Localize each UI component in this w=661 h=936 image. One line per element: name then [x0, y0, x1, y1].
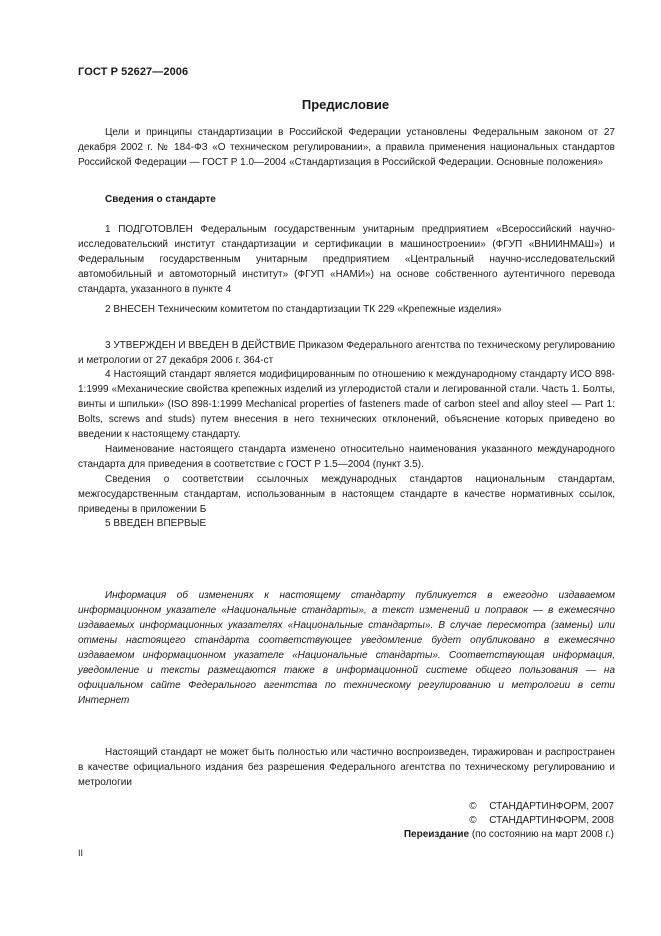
item-5: [78, 516, 615, 531]
reissue-note: (по состоянию на март 2008 г.): [471, 829, 614, 840]
item-3: [78, 338, 615, 368]
copyright-block: [404, 800, 614, 842]
notice-block: [78, 588, 615, 708]
item-3-text: 3 УТВЕРЖДЕН И ВВЕДЕН В ДЕЙСТВИЕ Приказом Федерального агентства по техническому регулированию и метрологии от 27 декабря 2006 г. 364-ст: [78, 340, 615, 366]
reissue-label: Переиздание: [403, 829, 470, 840]
item-2-text: 2 ВНЕСЕН Техническим комитетом по стандартизации ТК 229 «Крепежные изделия»: [105, 304, 502, 315]
item-4: [78, 367, 615, 517]
item-4-name-change: Наименование настоящего стандарта изменено относительно наименования указанного международного стандарта для приведения в соответствие с ГОСТ Р 1.5—2004 (пункт 3.5).: [78, 444, 615, 470]
item-1-text: 1 ПОДГОТОВЛЕН Федеральным государственным унитарным предприятием «Всероссийский научно-исследовательский институт стандартизации и сертификации в машиностроении» (ФГУП «ВНИИНМАШ») и Федеральным государственным унитарным предприятием «Центральный научно-исследовательский автомобильный и автомоторный институт» (ФГУП «НАМИ») на основе собственного аутентичного перевода стандарта, указанного в пункте 4: [78, 224, 615, 295]
copyright-line-2: [404, 814, 614, 828]
reissue-line: [404, 828, 614, 842]
item-4-text: 4 Настоящий стандарт является модифицированным по отношению к международному стандарту ИСО 898-1:1999 «Механические свойства крепежных изделий из углеродистой стали и легированной стали. Часть 1. Болты, винты и шпильки» (ISO 898-1:1999 Mechanical properties of fasteners made of carbon steel and alloy steel — Part 1: Bolts, screws and studs) путем внесения в него технических отклонений, объяснение которых приведено во введении к настоящему стандарту.: [78, 369, 615, 440]
item-1: [78, 222, 615, 297]
page-title: Предисловие: [301, 97, 390, 112]
standard-code-header: ГОСТ Р 52627—2006: [78, 66, 189, 78]
intro-text: Цели и принципы стандартизации в Российской Федерации установлены Федеральным законом от 27 декабря 2002 г. № 184-ФЗ «О техническом регулировании», а правила применения национальных стандартов Российской Федерации — ГОСТ Р 1.0—2004 «Стандартизация в Российской Федерации. Основные положения»: [78, 127, 615, 168]
item-5-text: 5 ВВЕДЕН ВПЕРВЫЕ: [105, 518, 207, 529]
page-number: II: [78, 848, 84, 858]
copyright-holder-2008: СТАНДАРТИНФОРМ, 2008: [489, 815, 614, 826]
copyright-icon: ©: [469, 801, 477, 812]
item-4-references: Сведения о соответствии ссылочных международных стандартов национальным стандартам, межгосударственным стандартам, использованным в настоящем стандарте в качестве нормативных ссылок, приведены в приложении Б: [78, 474, 615, 515]
copyright-line-1: [404, 800, 614, 814]
notice-text: Информация об изменениях к настоящему стандарту публикуется в ежегодно издаваемом информационном указателе «Национальные стандарты», а текст изменений и поправок — в ежемесячно издаваемых информационных указателях «Национальные стандарты». В случае пересмотра (замены) или отмены настоящего стандарта соответствующее уведомление будет опубликовано в ежемесячно издаваемом информационном указателе «Национальные стандарты». Соответствующая информация, уведомление и тексты размещаются также в информационной системе общего пользования — на официальном сайте Федерального агентства по техническому регулированию и метрологии в сети Интернет: [78, 590, 615, 706]
reproduction-text: Настоящий стандарт не может быть полностью или частично воспроизведен, тиражирован и распространен в качестве официального издания без разрешения Федерального агентства по техническому регулированию и метрологии: [78, 747, 615, 788]
copyright-icon: ©: [469, 815, 477, 826]
reproduction-notice: [78, 745, 615, 790]
intro-paragraph: [78, 125, 615, 170]
copyright-holder-2007: СТАНДАРТИНФОРМ, 2007: [489, 801, 614, 812]
item-2: [78, 302, 615, 317]
section-subheading: Сведения о стандарте: [105, 194, 216, 205]
